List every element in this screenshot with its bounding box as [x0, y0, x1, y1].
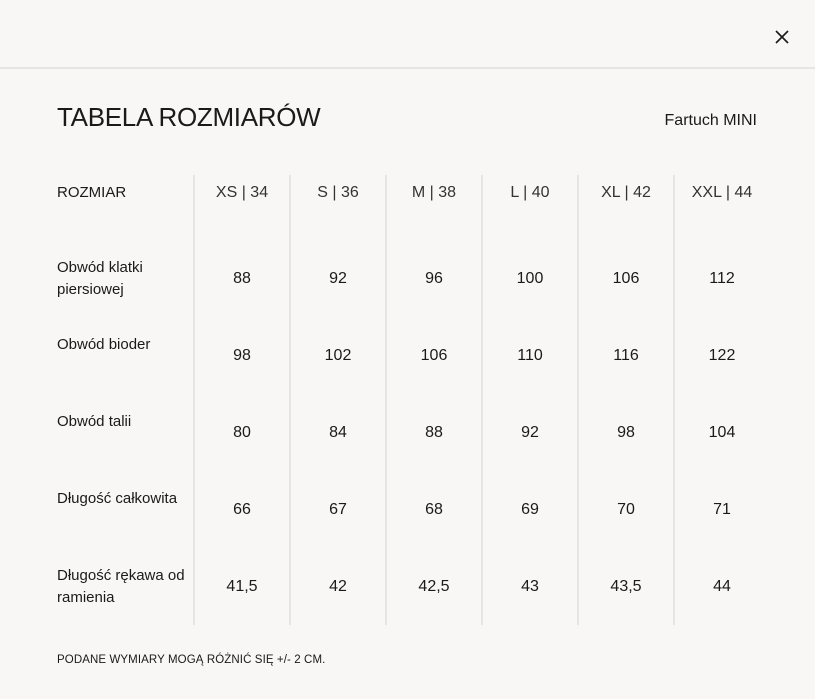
size-table	[57, 175, 769, 625]
measurement-value: 70	[577, 471, 673, 548]
measurement-value: 102	[289, 317, 385, 394]
size-header: XXL | 44	[673, 175, 769, 240]
measurement-value: 112	[673, 240, 769, 317]
measurement-value: 100	[481, 240, 577, 317]
measurement-value: 44	[673, 548, 769, 625]
measurement-value: 104	[673, 394, 769, 471]
measurement-value: 106	[577, 240, 673, 317]
measurement-value: 116	[577, 317, 673, 394]
measurement-value: 42	[289, 548, 385, 625]
table-row	[57, 471, 769, 548]
measurement-value: 68	[385, 471, 481, 548]
size-header: XL | 42	[577, 175, 673, 240]
measurement-value: 92	[289, 240, 385, 317]
product-name: Fartuch MINI	[664, 112, 757, 129]
measurement-value: 71	[673, 471, 769, 548]
measurement-label: Obwód bioder	[57, 336, 151, 353]
measurement-value: 98	[193, 317, 289, 394]
measurement-value: 110	[481, 317, 577, 394]
header-label: ROZMIAR	[57, 184, 127, 201]
measurement-value: 88	[385, 394, 481, 471]
close-button[interactable]	[772, 27, 792, 47]
measurement-value: 41,5	[193, 548, 289, 625]
measurement-value: 66	[193, 471, 289, 548]
measurement-value: 88	[193, 240, 289, 317]
measurement-label: Obwód klatki piersiowej	[57, 259, 143, 298]
measurement-label: Długość całkowita	[57, 490, 178, 507]
size-header: XS | 34	[193, 175, 289, 240]
measurement-note: PODANE WYMIARY MOGĄ RÓŻNIĆ SIĘ +/- 2 CM.	[57, 654, 326, 666]
dialog-header	[0, 0, 815, 69]
table-row	[57, 240, 769, 317]
size-header: S | 36	[289, 175, 385, 240]
page-title: TABELA ROZMIARÓW	[57, 102, 321, 132]
measurement-value: 43,5	[577, 548, 673, 625]
measurement-value: 106	[385, 317, 481, 394]
measurement-value: 84	[289, 394, 385, 471]
size-header: M | 38	[385, 175, 481, 240]
table-row	[57, 394, 769, 471]
measurement-value: 69	[481, 471, 577, 548]
measurement-value: 96	[385, 240, 481, 317]
measurement-value: 67	[289, 471, 385, 548]
measurement-value: 43	[481, 548, 577, 625]
measurement-label: Obwód talii	[57, 413, 132, 430]
measurement-value: 80	[193, 394, 289, 471]
measurement-value: 92	[481, 394, 577, 471]
table-row	[57, 317, 769, 394]
close-icon	[772, 27, 792, 47]
measurement-value: 42,5	[385, 548, 481, 625]
size-header: L | 40	[481, 175, 577, 240]
table-header-row	[57, 175, 769, 240]
table-row	[57, 548, 769, 625]
measurement-label: Długość rękawa od ramienia	[57, 567, 185, 606]
measurement-value: 122	[673, 317, 769, 394]
measurement-value: 98	[577, 394, 673, 471]
